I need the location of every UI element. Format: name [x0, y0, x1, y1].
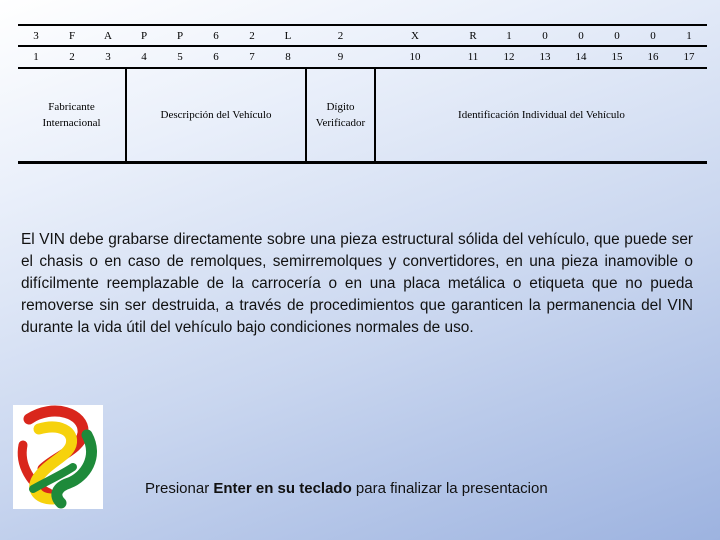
vin-position-cell: 16: [635, 46, 671, 68]
vin-position-cell: 8: [270, 46, 306, 68]
vin-value-cell: 1: [491, 25, 527, 46]
vin-position-cell: 9: [306, 46, 375, 68]
vin-value-cell: 1: [671, 25, 707, 46]
vin-value-cell: 0: [563, 25, 599, 46]
bolivia-tricolor-logo-icon: [13, 405, 103, 509]
vin-value-cell: 3: [18, 25, 54, 46]
vin-value-cell: A: [90, 25, 126, 46]
vds-section-label: Descripción del Vehículo: [126, 68, 306, 163]
vin-position-cell: 12: [491, 46, 527, 68]
vin-position-cell: 5: [162, 46, 198, 68]
vis-section-label: Identificación Individual del Vehículo: [375, 68, 707, 163]
vin-position-cell: 7: [234, 46, 270, 68]
vin-position-cell: 11: [455, 46, 491, 68]
logo-graphic: [13, 405, 103, 509]
vin-position-cell: 14: [563, 46, 599, 68]
wmi-label-line1: Fabricante: [48, 100, 95, 113]
wmi-section-label: [18, 68, 126, 163]
vin-value-cell: P: [162, 25, 198, 46]
vin-position-cell: 10: [375, 46, 455, 68]
vin-value-row: [18, 25, 707, 46]
vin-value-cell: F: [54, 25, 90, 46]
vin-value-cell: 0: [527, 25, 563, 46]
vin-value-cell: 0: [599, 25, 635, 46]
vin-section-row: [18, 68, 707, 163]
check-label-line2: Verificador: [315, 117, 366, 129]
vin-value-cell: 6: [198, 25, 234, 46]
vin-position-cell: 4: [126, 46, 162, 68]
vin-value-cell: 2: [234, 25, 270, 46]
vin-value-cell: 2: [306, 25, 375, 46]
footer-suffix: para finalizar la presentacion: [351, 480, 548, 497]
vin-position-row: [18, 46, 707, 68]
vin-position-cell: 6: [198, 46, 234, 68]
vin-value-cell: R: [455, 25, 491, 46]
vin-value-cell: X: [375, 25, 455, 46]
footer-key-hint: Enter en su teclado: [213, 480, 352, 497]
vin-value-cell: L: [270, 25, 306, 46]
footer-instruction: [145, 480, 548, 497]
vin-position-cell: 15: [599, 46, 635, 68]
vin-table: [18, 24, 707, 164]
vin-value-cell: 0: [635, 25, 671, 46]
vin-position-cell: 17: [671, 46, 707, 68]
vin-description-paragraph: El VIN debe grabarse directamente sobre una pieza estructural sólida del vehículo, que puede ser el chasis o en caso de remolques, semirremolques y convertidores, en una pieza inamovible o difícilmente reemplazable de la carrocería o en una placa metálica o etiqueta que no pueda removerse sin ser destruida, a través de procedimientos que garanticen la permanencia del VIN durante la vida útil del vehículo bajo condiciones normales de uso.: [21, 231, 693, 336]
vin-position-cell: 3: [90, 46, 126, 68]
vin-value-cell: P: [126, 25, 162, 46]
check-label-line1: Dígito: [326, 100, 355, 113]
vin-position-cell: 1: [18, 46, 54, 68]
wmi-label-line2: Internacional: [42, 117, 101, 129]
vin-position-cell: 2: [54, 46, 90, 68]
vin-position-cell: 13: [527, 46, 563, 68]
check-digit-section-label: [306, 68, 375, 163]
footer-prefix: Presionar: [145, 480, 214, 497]
